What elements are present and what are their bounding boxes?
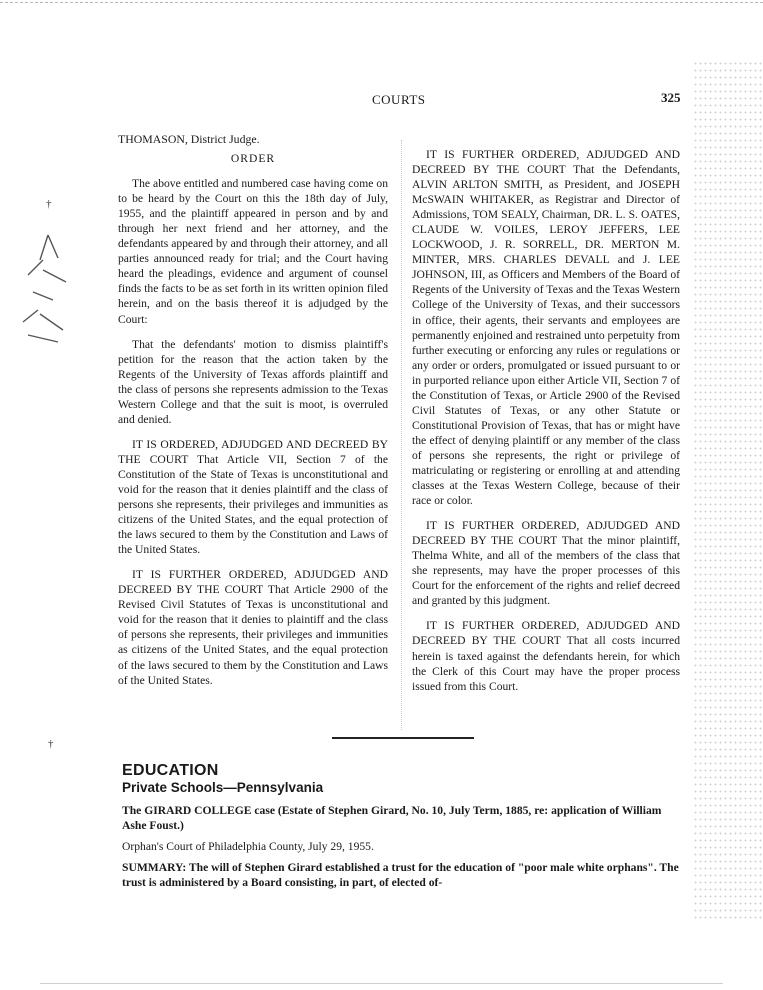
left-column bbox=[118, 132, 388, 688]
running-head: COURTS bbox=[372, 92, 426, 107]
case-block bbox=[122, 803, 682, 890]
summary: SUMMARY: The will of Stephen Girard established a trust for the education of "poor male white orphans". The trust is administered by a Board consisting, in part, of elected of- bbox=[122, 861, 679, 889]
court-line: Orphan's Court of Philadelphia County, July 29, 1955. bbox=[122, 840, 374, 853]
scan-noise-right-margin bbox=[693, 60, 763, 920]
paragraph: That the defendants' motion to dismiss plaintiff's petition for the reason that the action taken by the Regents of the University of Texas affords plaintiff and the class of persons she represents admission to the Texas Western College and that the suit is moot, is overruled and denied. bbox=[118, 337, 388, 426]
paragraph: IT IS ORDERED, ADJUDGED AND DECREED BY THE COURT That Article VII, Section 7 of the Constitution of the State of Texas is unconstitutional and void for the reason that it denies plaintiff and the class of persons she represents, their privileges and immunities as citizens of the United States, and the equal protection of the laws secured to them by the Constitution and Laws of the United States. bbox=[118, 437, 388, 557]
paragraph: IT IS FURTHER ORDERED, ADJUDGED AND DECREED BY THE COURT That all costs incurred herein is taxed against the defendants herein, for which the Clerk of this Court may have the proper process issued from this Court. bbox=[412, 619, 680, 693]
paragraph: IT IS FURTHER ORDERED, ADJUDGED AND DECREED BY THE COURT That the minor plaintiff, Thelma White, and all of the members of the class that she represents, may have the proper processes of this Court for the enforcement of the rights and relief decreed and granted by this judgment. bbox=[412, 519, 680, 608]
column-divider bbox=[401, 140, 402, 730]
page-number: 325 bbox=[661, 90, 681, 105]
bottom-edge-line bbox=[40, 983, 723, 984]
paragraph: IT IS FURTHER ORDERED, ADJUDGED AND DECREED BY THE COURT That Article 2900 of the Revised Civil Statutes of Texas is unconstitutional and void for the reason that it denies to plaintiff and the class of persons she represents, their privileges and immunities as citizens of the United States, and the equal protection of the laws secured to them by the Constitution and Laws of the United States. bbox=[118, 568, 388, 687]
section-rule bbox=[332, 737, 474, 739]
right-column bbox=[412, 147, 680, 694]
top-edge-perforation bbox=[0, 2, 763, 3]
section-subtitle: Private Schools—Pennsylvania bbox=[122, 780, 324, 795]
case-title: The GIRARD COLLEGE case (Estate of Stephen Girard, No. 10, July Term, 1885, re: application of William Ashe Foust.) bbox=[122, 804, 662, 832]
judge-line: THOMASON, District Judge. bbox=[118, 132, 260, 146]
order-heading: ORDER bbox=[230, 152, 276, 166]
paragraph: The above entitled and numbered case having come on to be heard by the Court on this the 18th day of July, 1955, and the plaintiff appeared in person and by and through her next friend and her attorney, and the defendants appeared by and through their attorney, and all parties announced ready for trial; and the Court having heard the pleadings, evidence and argument of counsel finds the facts to be as set forth in its written opinion filed herein, and on the basis thereof it is adjudged by the Court: bbox=[118, 177, 388, 326]
section-title: EDUCATION bbox=[122, 762, 219, 779]
margin-tick: † bbox=[46, 198, 52, 210]
margin-dagger: † bbox=[48, 738, 54, 750]
paragraph: IT IS FURTHER ORDERED, ADJUDGED AND DECREED BY THE COURT That the Defendants, ALVIN ARLTON SMITH, as President, and JOSEPH McSWAIN WHITAKER, as Registrar and Director of Admissions, TOM SEALY, Chairman, DR. L. S. OATES, CLAUDE W. VOILES, LEROY JEFFERS, LEE LOCKWOOD, J. R. SORRELL, DR. MERTON M. MINTER, MRS. CHARLES DEVALL and J. LEE JOHNSON, III, as Officers and Members of the Board of Regents of the University of Texas and the Texas Western College of the University of Texas, and their successors in office, their agents, their servants and employees are permanently enjoined and restrained unto perpetuity from further executing or enforcing any rules or regulations or any order or orders, promulgated or issued pursuant to or in purported reliance upon either Article VII, Section 7 of the Constitution of Texas, or Article 2900 of the Revised Civil Statutes of Texas, or any other Statute or Constitutional Provision of Texas, that has or might have the effect of denying plaintiff or any member of the class of persons she represents, the right or privilege of matriculating or registering or enrolling at and attending classes at the Texas Western College, because of their race or color. bbox=[412, 148, 680, 508]
scan-noise-left-margin bbox=[18, 230, 73, 350]
